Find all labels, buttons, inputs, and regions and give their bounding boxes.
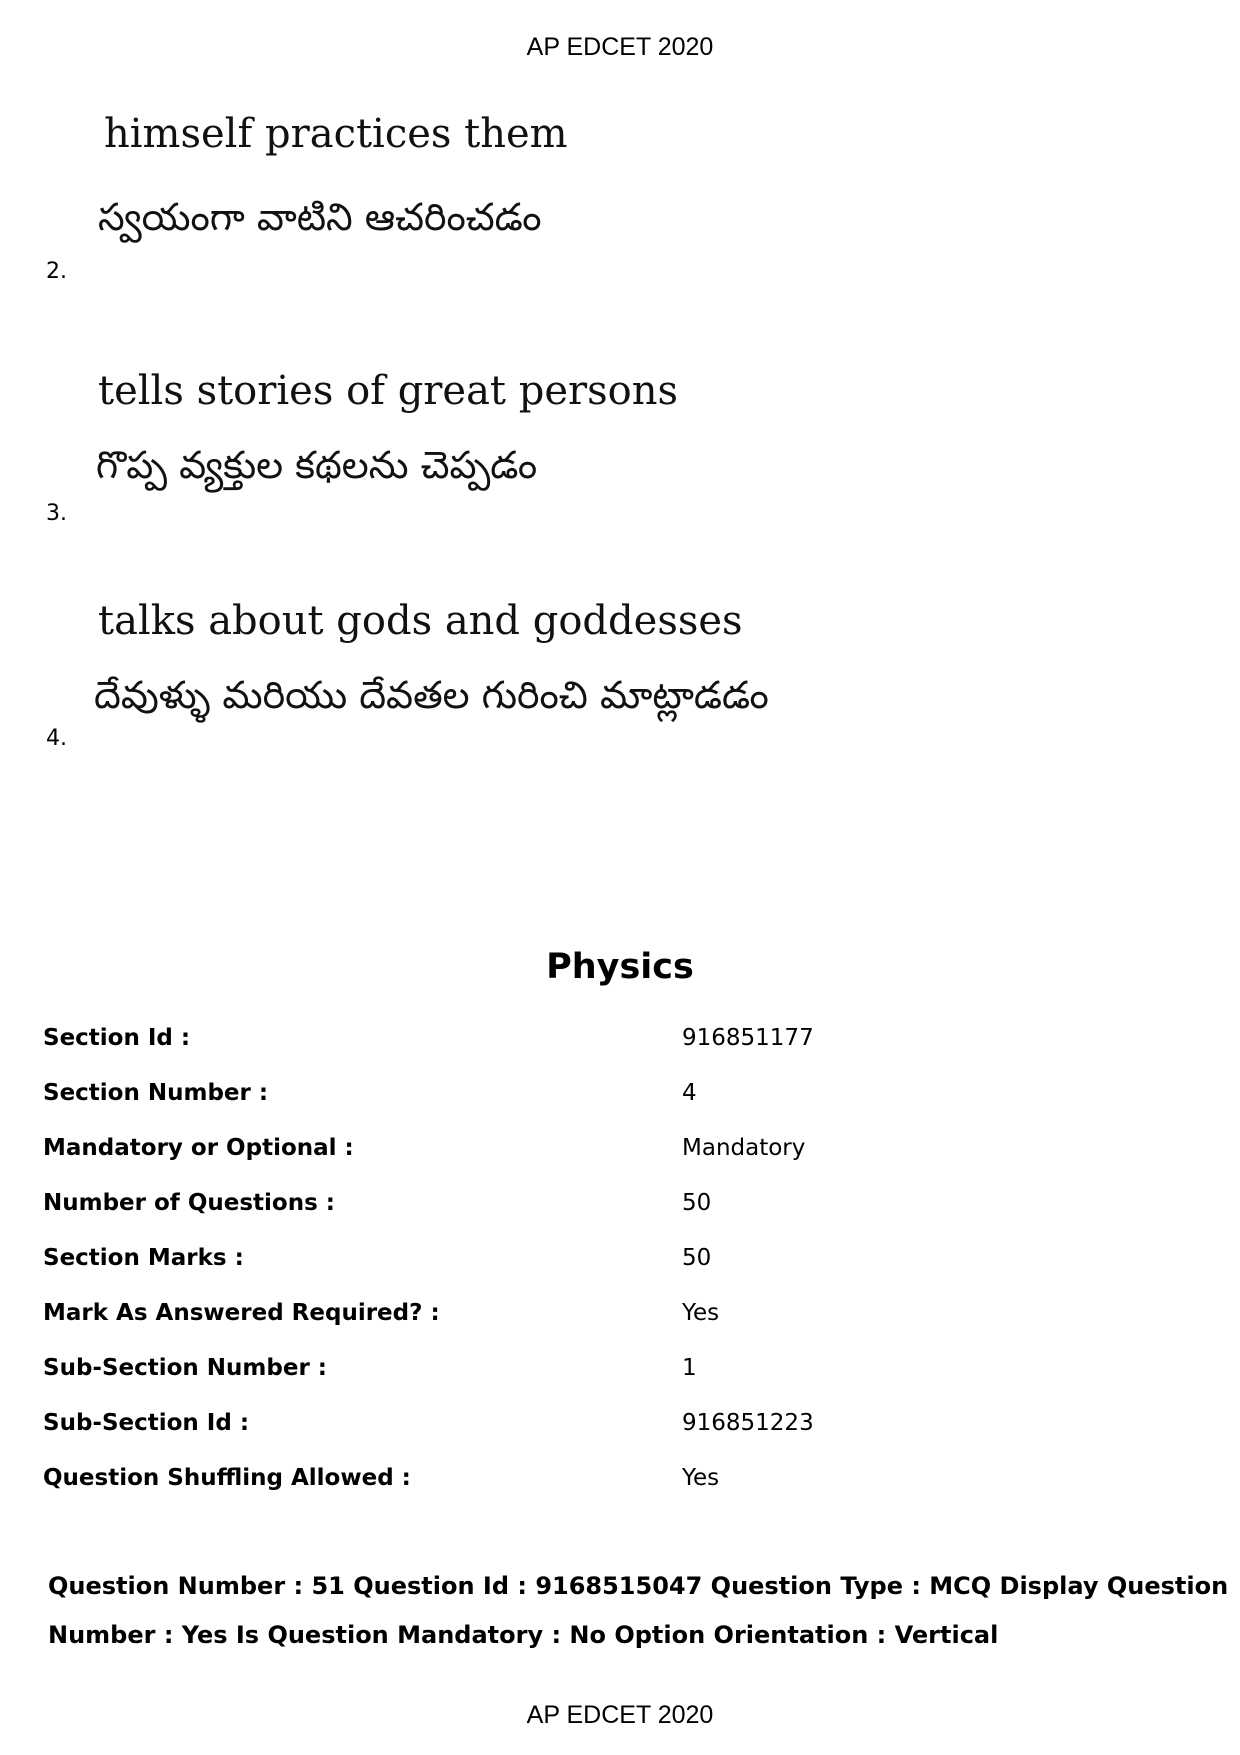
info-value: 50 [682, 1190, 712, 1216]
info-label: Section Id : [43, 1025, 191, 1051]
info-row-section-id [0, 1018, 1240, 1058]
info-value: Yes [682, 1465, 720, 1491]
option-3-english-text: tells stories of great persons [98, 368, 679, 414]
info-value: Mandatory [682, 1135, 806, 1161]
info-row-section-number [0, 1073, 1240, 1113]
info-value: 916851177 [682, 1025, 814, 1051]
page-header: AP EDCET 2020 [526, 33, 714, 61]
section-title: Physics [546, 947, 694, 987]
page-footer: AP EDCET 2020 [526, 1701, 714, 1729]
info-label: Section Marks : [43, 1245, 244, 1271]
info-row-mandatory-or-optional [0, 1128, 1240, 1168]
info-label: Sub-Section Number : [43, 1355, 328, 1381]
question-meta-line-2: Number : Yes Is Question Mandatory : No Option Orientation : Vertical [48, 1621, 999, 1649]
option-2-telugu-text: స్వయంగా వాటిని ఆచరించడం [98, 195, 542, 239]
info-value: 916851223 [682, 1410, 814, 1436]
option-3-number: 3. [46, 501, 67, 526]
question-meta-line-1: Question Number : 51 Question Id : 9168515047 Question Type : MCQ Display Question [48, 1572, 1229, 1600]
info-row-section-marks [0, 1238, 1240, 1278]
info-row-number-of-questions [0, 1183, 1240, 1223]
info-label: Number of Questions : [43, 1190, 335, 1216]
info-label: Mandatory or Optional : [43, 1135, 354, 1161]
info-label: Sub-Section Id : [43, 1410, 250, 1436]
option-4-number: 4. [46, 726, 67, 751]
option-4-telugu-text: దేవుళ్ళు మరియు దేవతల గురించి మాట్లాడడం [94, 673, 769, 717]
option-3-telugu-text: గొప్ప వ్యక్తుల కథలను చెప్పడం [96, 443, 538, 487]
info-value: 4 [682, 1080, 697, 1106]
info-row-sub-section-number [0, 1348, 1240, 1388]
info-row-sub-section-id [0, 1403, 1240, 1443]
info-value: 50 [682, 1245, 712, 1271]
info-label: Question Shuffling Allowed : [43, 1465, 411, 1491]
info-row-mark-as-answered [0, 1293, 1240, 1333]
info-row-question-shuffling [0, 1458, 1240, 1498]
option-2-english-text: himself practices them [104, 111, 568, 157]
info-value: Yes [682, 1300, 720, 1326]
option-2-number: 2. [46, 259, 67, 284]
info-label: Section Number : [43, 1080, 269, 1106]
info-label: Mark As Answered Required? : [43, 1300, 440, 1326]
option-4-english-text: talks about gods and goddesses [98, 598, 743, 644]
question-meta [48, 1562, 1229, 1660]
info-value: 1 [682, 1355, 697, 1381]
